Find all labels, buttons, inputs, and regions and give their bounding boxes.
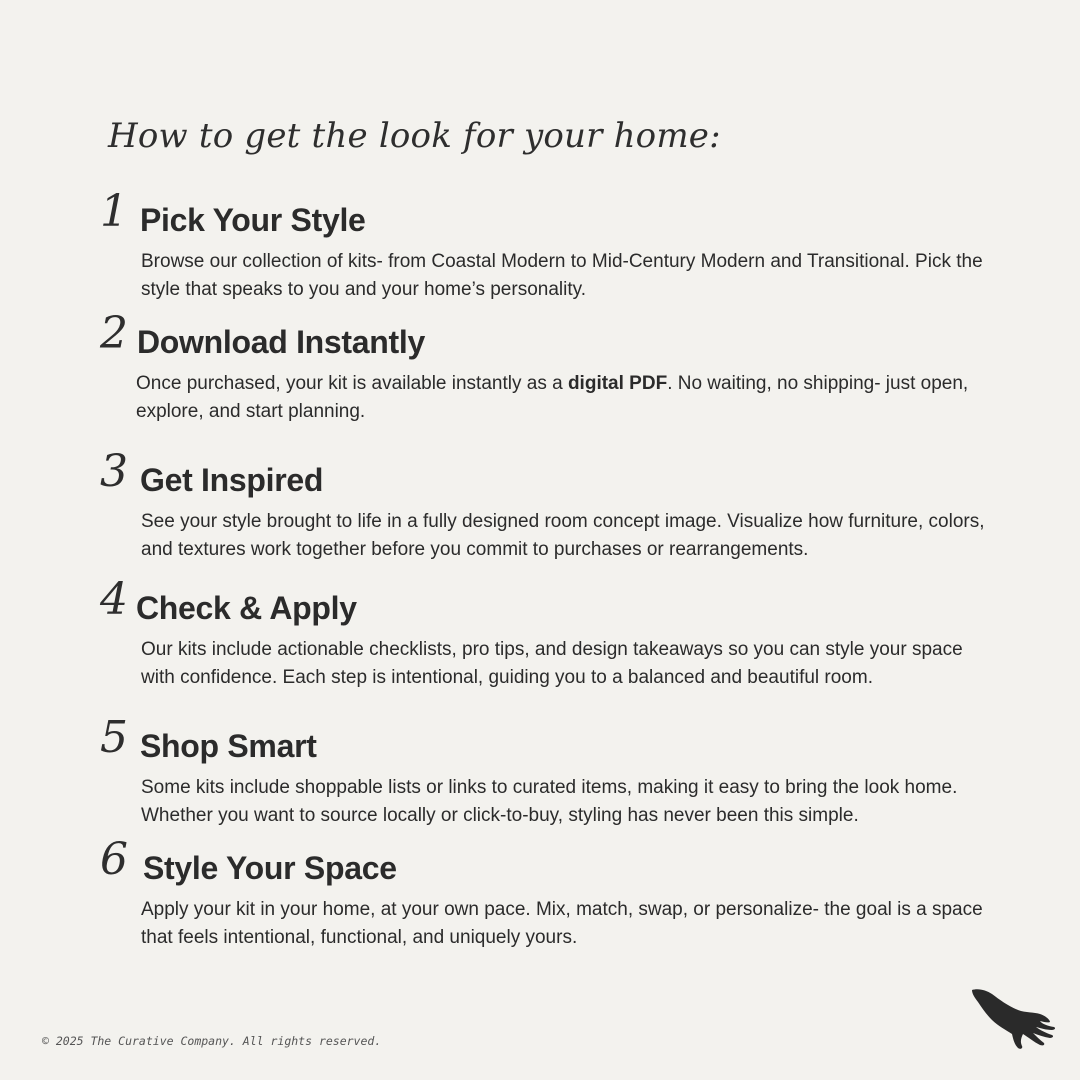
step-number: 6 — [100, 834, 128, 885]
step-title: Pick Your Style — [140, 202, 366, 238]
step-number: 5 — [100, 712, 128, 763]
step-description-text: . No waiting, no shipping- just open, explore, and start planning. — [136, 373, 969, 422]
step-number: 4 — [100, 574, 128, 625]
step-title: Check & Apply — [136, 590, 357, 626]
step-title: Shop Smart — [140, 728, 317, 764]
step-title: Get Inspired — [140, 462, 324, 498]
step-title: Download Instantly — [137, 324, 425, 360]
step-description: Browse our collection of kits- from Coastal Modern to Mid-Century Modern and Transitional. Pick the style that speaks to you and your home’s personality. — [141, 251, 983, 300]
step-description: Our kits include actionable checklists, pro tips, and design takeaways so you can style your space with confidence. Each step is intentional, guiding you to a balanced and beautiful room. — [141, 639, 963, 688]
step-description: Apply your kit in your home, at your own pace. Mix, match, swap, or personalize- the goal is a space that feels intentional, functional, and uniquely yours. — [141, 899, 983, 948]
step-description: See your style brought to life in a fully designed room concept image. Visualize how furniture, colors, and textures work together before you commit to purchases or rearrangements. — [141, 511, 985, 560]
step-description-emphasis: digital PDF — [567, 373, 668, 394]
hand-logo-icon — [968, 986, 1058, 1052]
step-number: 2 — [100, 308, 128, 359]
step-title: Style Your Space — [143, 850, 397, 886]
step-description: Some kits include shoppable lists or links to curated items, making it easy to bring the look home. Whether you want to source locally or click-to-buy, styling has never been this simple. — [141, 777, 958, 826]
step-description — [136, 370, 986, 426]
page-heading: How to get the look for your home: — [108, 116, 721, 156]
footer-copyright: © 2025 The Curative Company. All rights reserved. — [42, 1034, 382, 1048]
step-description-text: Once purchased, your kit is available instantly as a — [136, 373, 568, 394]
step-number: 3 — [100, 446, 128, 497]
step-number: 1 — [100, 186, 128, 237]
